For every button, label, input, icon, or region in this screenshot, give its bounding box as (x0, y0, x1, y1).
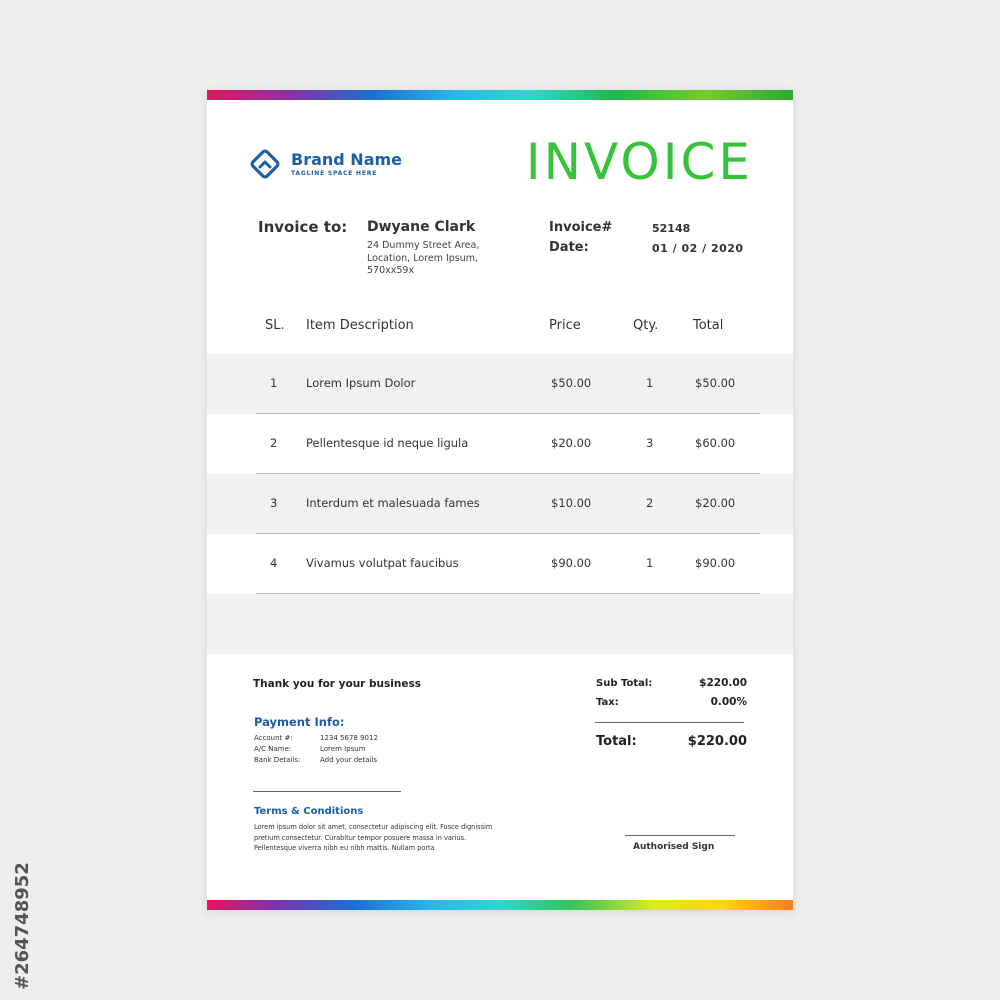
subtotal-label: Sub Total: (596, 678, 653, 689)
row-qty: 1 (646, 556, 654, 570)
terms-title: Terms & Conditions (254, 806, 364, 817)
invoice-date-label: Date: (549, 240, 589, 255)
row-total: $50.00 (695, 376, 736, 390)
header-sl: SL. (265, 318, 285, 333)
brand-logo-icon (249, 148, 281, 180)
row-price: $50.00 (551, 376, 592, 390)
subtotal-value: $220.00 (699, 677, 747, 689)
header-price: Price (549, 318, 581, 333)
row-price: $90.00 (551, 556, 592, 570)
client-address (367, 240, 527, 278)
row-total: $90.00 (695, 556, 736, 570)
table-row (207, 474, 793, 534)
row-qty: 3 (646, 436, 654, 450)
table-row (207, 414, 793, 474)
header-qty: Qty. (633, 318, 659, 333)
bank-details-label: Bank Details: (254, 756, 301, 764)
account-number-value: 1234 5678 9012 (320, 734, 378, 742)
payment-info-title: Payment Info: (254, 715, 345, 729)
header-description: Item Description (306, 318, 414, 333)
row-description: Vivamus volutpat faucibus (306, 556, 459, 570)
invoice-date-value: 01 / 02 / 2020 (652, 242, 744, 255)
row-total: $20.00 (695, 496, 736, 510)
address-line: Location, Lorem Ipsum, (367, 252, 479, 264)
brand-name: Brand Name (291, 150, 403, 169)
row-description: Interdum et malesuada fames (306, 496, 480, 510)
bottom-color-stripe (207, 900, 793, 910)
signature-line (625, 835, 735, 836)
payment-divider (253, 791, 401, 792)
address-line: 570xx59x (367, 265, 415, 276)
signature-label: Authorised Sign (633, 842, 715, 852)
table-empty-band (207, 594, 793, 654)
thank-you-note: Thank you for your business (253, 678, 421, 690)
tax-label: Tax: (596, 697, 619, 708)
brand-tagline: TAGLINE SPACE HERE (291, 170, 378, 177)
bank-details-value: Add your details (320, 756, 378, 764)
top-color-stripe (207, 90, 793, 100)
row-total: $60.00 (695, 436, 736, 450)
terms-text: Lorem ipsum dolor sit amet, consectetur adipiscing elit. Fusce dignissim pretium consectetur. Curabitur tempor posuere massa in varius. Pellentesque viverra nibh eu nibh mattis. Nullam porta (254, 823, 493, 852)
account-name-value: Lorem Ipsum (320, 745, 366, 753)
account-name-label: A/C Name: (254, 745, 292, 753)
row-price: $10.00 (551, 496, 592, 510)
row-description: Lorem Ipsum Dolor (306, 376, 416, 390)
row-price: $20.00 (551, 436, 592, 450)
table-row (207, 354, 793, 414)
stock-id: #264748952 (12, 862, 33, 990)
table-row (207, 534, 793, 594)
total-value: $220.00 (687, 734, 747, 749)
invoice-number-label: Invoice# (549, 220, 613, 235)
invoice-to-label: Invoice to: (258, 218, 348, 236)
invoice-number-value: 52148 (652, 222, 691, 235)
total-label: Total: (596, 734, 637, 749)
invoice-title: INVOICE (525, 133, 753, 191)
header-total: Total (693, 318, 724, 333)
client-name: Dwyane Clark (367, 219, 476, 235)
row-sl: 2 (270, 436, 278, 450)
account-number-label: Account #: (254, 734, 293, 742)
address-line: 24 Dummy Street Area, (367, 240, 480, 251)
row-qty: 1 (646, 376, 654, 390)
summary-divider (595, 722, 744, 723)
row-qty: 2 (646, 496, 654, 510)
tax-value: 0.00% (710, 696, 747, 708)
row-sl: 4 (270, 556, 278, 570)
invoice-sheet (207, 90, 793, 910)
row-description: Pellentesque id neque ligula (306, 436, 469, 450)
row-sl: 3 (270, 496, 278, 510)
row-sl: 1 (270, 376, 278, 390)
